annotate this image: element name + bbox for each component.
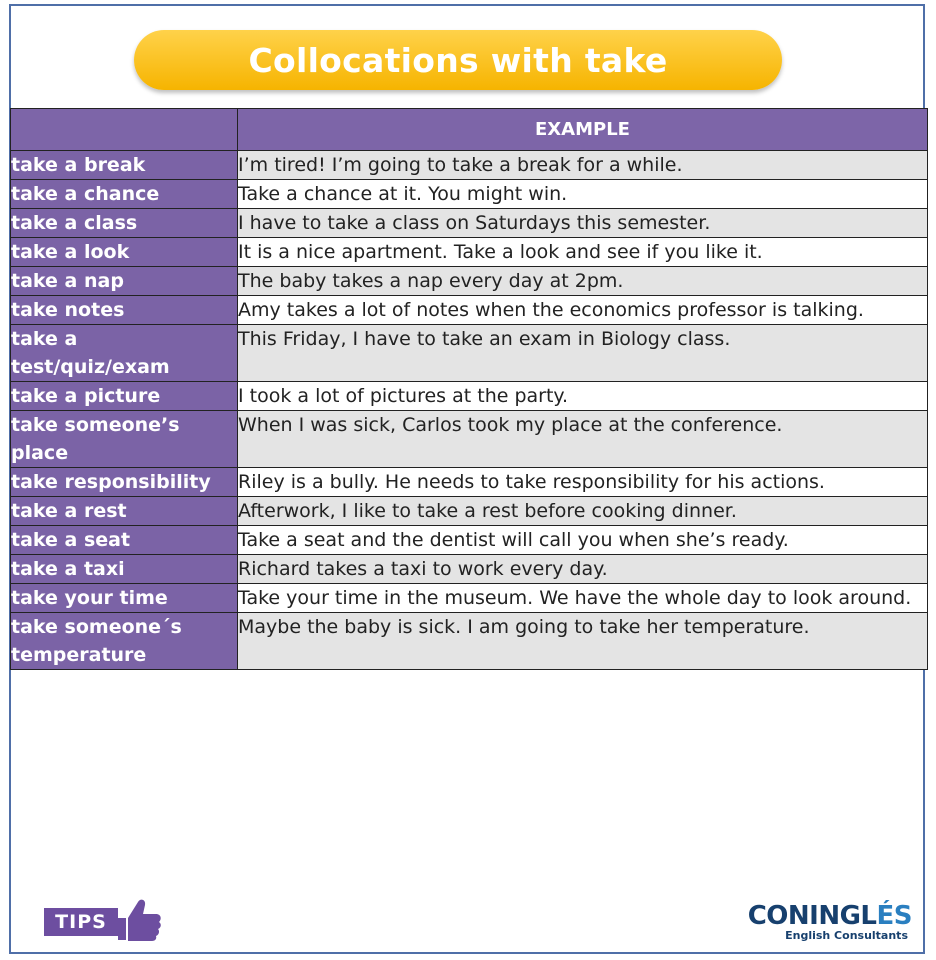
collocation-term: take a rest xyxy=(11,497,238,526)
table-row xyxy=(11,151,928,180)
collocation-term: take someone´s temperature xyxy=(11,613,238,670)
example-sentence: Take a chance at it. You might win. xyxy=(238,180,928,209)
example-sentence: I’m tired! I’m going to take a break for a while. xyxy=(238,151,928,180)
logo-text-main: CONINGL xyxy=(747,901,877,931)
table-row xyxy=(11,468,928,497)
collocation-term: take a break xyxy=(11,151,238,180)
table-row xyxy=(11,555,928,584)
collocation-term: take notes xyxy=(11,296,238,325)
collocation-term: take a test/quiz/exam xyxy=(11,325,238,382)
example-sentence: Take your time in the museum. We have the whole day to look around. xyxy=(238,584,928,613)
collocation-term: take a class xyxy=(11,209,238,238)
coningles-logo xyxy=(726,902,912,942)
table-row xyxy=(11,526,928,555)
collocation-term: take someone’s place xyxy=(11,411,238,468)
table-row xyxy=(11,209,928,238)
example-sentence: I have to take a class on Saturdays this semester. xyxy=(238,209,928,238)
table-row xyxy=(11,267,928,296)
logo-text-accent: ÉS xyxy=(876,901,912,931)
collocation-term: take a look xyxy=(11,238,238,267)
example-sentence: When I was sick, Carlos took my place at the conference. xyxy=(238,411,928,468)
example-sentence: Richard takes a taxi to work every day. xyxy=(238,555,928,584)
table-row xyxy=(11,238,928,267)
table-row xyxy=(11,497,928,526)
collocation-term: take a nap xyxy=(11,267,238,296)
logo-subtitle: English Consultants xyxy=(785,929,908,942)
table-row xyxy=(11,411,928,468)
example-sentence: Afterwork, I like to take a rest before cooking dinner. xyxy=(238,497,928,526)
example-sentence: Take a seat and the dentist will call you when she’s ready. xyxy=(238,526,928,555)
tips-badge xyxy=(44,894,164,946)
page-title: Collocations with take xyxy=(248,40,668,80)
collocation-term: take a taxi xyxy=(11,555,238,584)
example-sentence: This Friday, I have to take an exam in Biology class. xyxy=(238,325,928,382)
table-body xyxy=(11,151,928,670)
example-sentence: The baby takes a nap every day at 2pm. xyxy=(238,267,928,296)
collocation-term: take responsibility xyxy=(11,468,238,497)
example-sentence: Riley is a bully. He needs to take responsibility for his actions. xyxy=(238,468,928,497)
header-left-cell xyxy=(11,109,238,151)
collocation-term: take a picture xyxy=(11,382,238,411)
example-sentence: Amy takes a lot of notes when the economics professor is talking. xyxy=(238,296,928,325)
title-banner xyxy=(134,30,782,90)
header-example-cell: EXAMPLE xyxy=(238,109,928,151)
table-row xyxy=(11,382,928,411)
collocation-term: take a chance xyxy=(11,180,238,209)
table-row xyxy=(11,325,928,382)
example-sentence: I took a lot of pictures at the party. xyxy=(238,382,928,411)
tips-label: TIPS xyxy=(44,908,118,936)
table-row xyxy=(11,180,928,209)
table-header-row xyxy=(11,109,928,151)
table-row xyxy=(11,584,928,613)
collocation-term: take a seat xyxy=(11,526,238,555)
table-row xyxy=(11,613,928,670)
logo-wordmark xyxy=(726,902,912,930)
example-sentence: Maybe the baby is sick. I am going to take her temperature. xyxy=(238,613,928,670)
table-row xyxy=(11,296,928,325)
collocation-term: take your time xyxy=(11,584,238,613)
collocations-table xyxy=(10,108,928,670)
thumbs-up-icon xyxy=(112,894,164,946)
example-sentence: It is a nice apartment. Take a look and see if you like it. xyxy=(238,238,928,267)
